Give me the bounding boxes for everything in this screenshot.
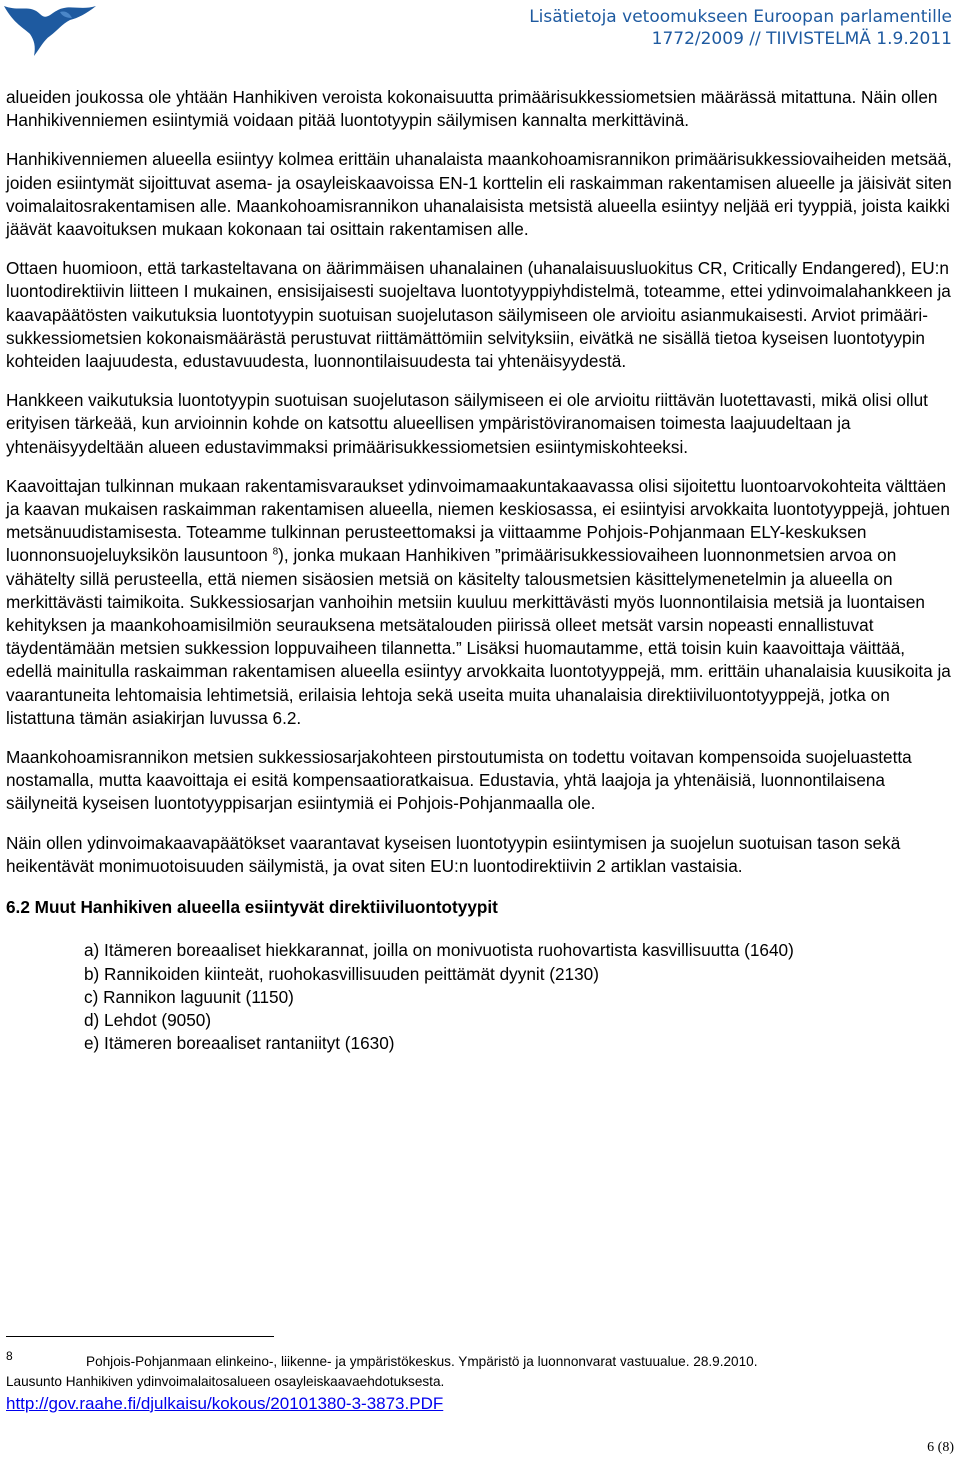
list-item: a) Itämeren boreaaliset hiekkarannat, joilla on monivuotista ruohovartista kasvillisuutta (1640) [84,940,794,961]
paragraph-2: Hanhikivenniemen alueella esiintyy kolmea erittäin uhanalaista maankohoamisrannikon primäärisukkessiovaiheiden metsää, joiden esiintymät sijoittuvat asema- ja osayleiskaavoissa EN-1 korttelin eli raskaimman rakentamisen alueelle ja jäisivät siten voimalaitosrakentamisen alle. Maankohoamisrannikon uhanalaisista metsistä alueella esiintyy neljää eri tyyppiä, joista kaikki jäävät kaavoituksen mukaan kokonaan tai osittain rakentamisen alle. [6,149,952,240]
footnote-reference[interactable]: 8 [272,546,279,558]
paragraph-6: Maankohoamisrannikon metsien sukkessiosarjakohteen pirstoutumista on todettu voitavan kompensoida suojeluastetta nostamalla, mutta kaavoittaja ei esitä kompensaatioratkaisua. Edustavia, yhtä laajoja ja yhtenäisiä, luonnontilaisena säilyneitä kyseisen luontotyyppisarjan esiintymiä ei Pohjois-Pohjanmaalla ole. [6,747,912,814]
footnote [6,1346,954,1414]
paragraph-4: Hankkeen vaikutuksia luontotyypin suotuisan suojelutason säilymiseen ei ole arvioitu riittävän luotettavasti, mikä olisi ollut erityisen tärkeää, kun arvioinnin kohde on katsottu alueellisen ympäristöviranomaisen toimesta laajuudeltaan ja yhtenäisyydeltään alueen edustavimmaksi primäärisukkessiometsien esiintymiskohteeksi. [6,390,928,457]
list-item: e) Itämeren boreaaliset rantaniityt (1630) [84,1033,395,1054]
footnote-divider [6,1336,274,1337]
paragraph-5 [6,475,954,730]
list-item: d) Lehdot (9050) [84,1009,212,1030]
paragraph-5-part-2: ), jonka mukaan Hanhikiven ”primäärisukkessiovaiheen luonnonmetsien arvoa on vähätelty sillä perusteella, että niemen sisäosien metsiä on käsitelty talousmetsien käsittelymenetelmin ja alueella on merkittävästi taimikoita. Sukkessiosarjan vanhoihin metsiin kuuluu merkittävästi myös luonnontilaisia metsiä ja luontaisen kehityksen ja maankohoamisilmiön seurauksena metsätalouden piirissä olleet metsät varsin nopeasti ennallistuvat täydentämään metsien sukkession loppuvaiheen tilannetta.” Lisäksi huomautamme, että toisin kuin kaavoittaja väittää, edellä mainitulla raskaimman rakentamisen alueella esiintyy arvokkaita luontotyyppejä, mm. erittäin uhanalaisia kuusikoita ja vaarantuneita lehtomaisia lehtimetsiä, erilaisia lehtoja sekä useita muita uhanalaisia direktiiviluontotyyppejä, jotka on listattuna tämän asiakirjan luvussa 6.2. [6,545,951,728]
document-body [6,86,954,1055]
list-item: c) Rannikon laguunit (1150) [84,986,294,1007]
header-line-1: Lisätietoja vetoomukseen Euroopan parlamentille [529,7,952,27]
page-number: 6 (8) [927,1440,954,1455]
footnote-mark: 8 [6,1349,13,1363]
header-title [529,6,952,50]
list-item: b) Rannikoiden kiinteät, ruohokasvillisuuden peittämät dyynit (2130) [84,963,599,984]
habitat-list [84,939,954,1055]
bird-logo-icon [0,0,100,58]
footnote-link[interactable]: http://gov.raahe.fi/djulkaisu/kokous/20101380-3-3873.PDF [6,1394,444,1413]
paragraph-7: Näin ollen ydinvoimakaavapäätökset vaarantavat kyseisen luontotyypin esiintymisen ja suojelun suotuisan tason sekä heikentävät monimuotoisuuden säilymistä, ja ovat siten EU:n luontodirektiivin 2 artiklan vastaisia. [6,832,901,876]
paragraph-3: Ottaen huomioon, että tarkasteltavana on äärimmäisen uhanalainen (uhanalaisuusluokitus CR, Critically Endangered), EU:n luontodirektiivin liitteen I mukainen, ensisijaisesti suojeltava luontotyyppiyhdistelmä, toteamme, ettei ydinvoimalahankkeen ja kaavapäätösten vaikutuksia luontotyypin suotuisan suojelutason säilymiseen ole arvioitu asianmukaisesti. Arviot primääri-sukkessiometsien kokonaismäärästä perustuvat riittämättömiin selvityksiin, eivätkä ne sisällä tietoa kyseisen luontotyypin kohteiden laajuudesta, edustavuudesta, luonnontilaisuudesta tai yhtenäisyydestä. [6,258,951,372]
header-line-2: 1772/2009 // TIIVISTELMÄ 1.9.2011 [651,29,952,49]
footnote-line-1: Pohjois-Pohjanmaan elinkeino-, liikenne- ja ympäristökeskus. Ympäristö ja luonnonvarat vastuualue. 28.9.2010. [86,1354,758,1369]
page-header [0,0,960,60]
section-heading: 6.2 Muut Hanhikiven alueella esiintyvät direktiiviluontotyypit [6,897,498,918]
paragraph-5-part-1: Kaavoittajan tulkinnan mukaan rakentamisvaraukset ydinvoimamaakuntakaavassa olisi sijoitettu luontoarvokohteita välttäen ja kaavan mukaisen raskaimman rakentamisen alueella, niemen keskiosassa, ei esiintyisi arvokkaita luontotyyppejä, johtuen metsänuudistamisesta. Toteamme tulkinnan perusteettomaksi ja viittaamme Pohjois-Pohjanmaan ELY-keskuksen luonnonsuojeluyksikön lausuntoon [6,475,950,566]
paragraph-1: alueiden joukossa ole yhtään Hanhikiven veroista kokonaisuutta primäärisukkessiometsien määrässä mitattuna. Näin ollen Hanhikivenniemen esiintymiä voidaan pitää luontotyypin säilymisen kannalta merkittävinä. [6,87,938,131]
footnote-line-2: Lausunto Hanhikiven ydinvoimalaitosalueen osayleiskaavaehdotuksesta. [6,1374,445,1389]
